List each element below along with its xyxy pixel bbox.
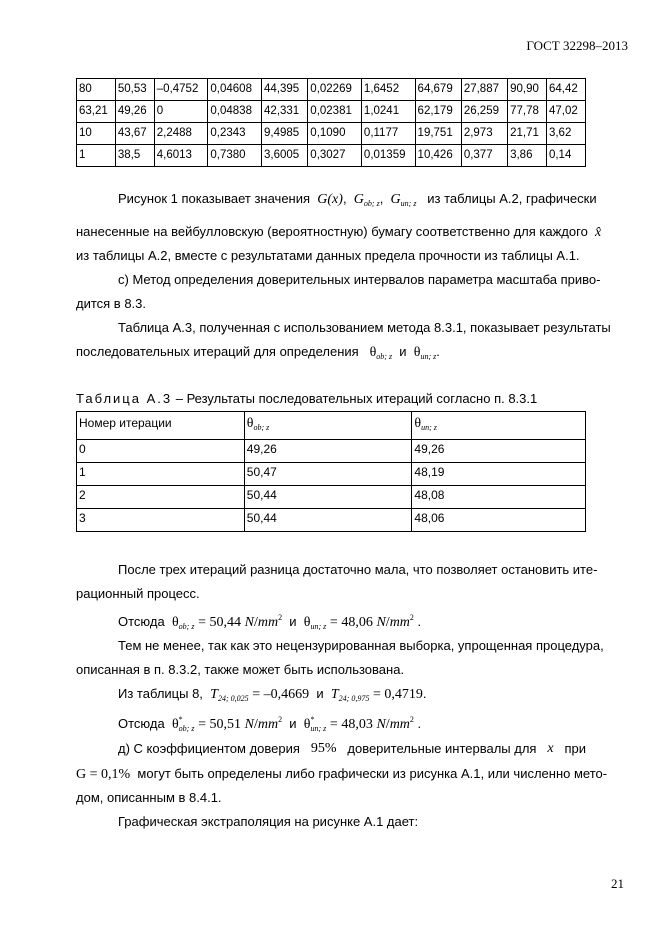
table-header-row [77, 412, 586, 440]
table-cell: 50,44 [244, 509, 412, 532]
table-cell: 50,53 [115, 79, 154, 101]
table-cell: 77,78 [508, 101, 547, 123]
iterations-table [76, 411, 586, 532]
table-cell: 50,44 [244, 486, 412, 509]
page-number: 21 [611, 876, 624, 891]
table-cell: 49,26 [115, 101, 154, 123]
table-cell: 2 [77, 486, 245, 509]
table-caption: Таблица А.3 – Результаты последовательных итераций согласно п. 8.3.1 [76, 391, 538, 406]
header-theta-un: $\theta_{un; z}$ [412, 412, 586, 440]
para4-line1: После трех итераций разница достаточно мала, что позволяет остановить ите- [118, 562, 598, 577]
table-cell: 21,71 [508, 123, 547, 145]
table-cell: 4,6013 [154, 145, 208, 167]
table-cell: 90,90 [508, 79, 547, 101]
table-cell: 27,887 [461, 79, 507, 101]
table-cell: 62,179 [415, 101, 461, 123]
table-cell: 48,06 [412, 509, 586, 532]
para7-line1: Графическая экстраполяция на рисунке А.1 дает: [118, 814, 419, 829]
para6-line2: G = 0,1% могут быть определены либо графически из рисунка А.1, или численно мето- [76, 766, 608, 782]
para6-line3: дом, описанным в 8.4.1. [76, 790, 222, 805]
table-cell: 3,6005 [262, 145, 308, 167]
table-row [77, 101, 586, 123]
table-cell: 26,259 [461, 101, 507, 123]
para2-line2: дится в 8.3. [76, 296, 147, 311]
equation-t: Из таблицы 8, $T_{24; 0,025} = -0,4669$ и $T_{24; 0,975} = 0,4719$. [118, 686, 427, 703]
table-cell: 9,4985 [262, 123, 308, 145]
table-row [77, 440, 586, 463]
gx-symbol: G(x) [317, 192, 343, 207]
table-cell: 43,67 [115, 123, 154, 145]
para5-line2: описанная в п. 8.3.2, также может быть использована. [76, 662, 405, 677]
para5-line1: Тем не менее, так как это нецензурированная выборка, упрощенная процедура, [118, 638, 604, 653]
table-cell: 0,1177 [361, 123, 415, 145]
table-row [77, 123, 586, 145]
table-cell: 0,02269 [308, 79, 362, 101]
table-cell: 0,1090 [308, 123, 362, 145]
table-row [77, 79, 586, 101]
header-iteration: Номер итерации [77, 412, 245, 440]
table-cell: 0,04608 [208, 79, 262, 101]
para1-line2: нанесенные на вейбулловскую (вероятностную) бумагу соответственно для каждого x̂ [76, 224, 602, 240]
table-cell: 1 [77, 463, 245, 486]
table-cell: 3 [77, 509, 245, 532]
table-cell: 47,02 [546, 101, 585, 123]
para4-line2: рационный процесс. [76, 586, 200, 601]
table-cell: 50,47 [244, 463, 412, 486]
equation-theta: Отсюда $\theta_{ob; z} = 50,44$ $N/mm^2$ и $\theta_{un; z} = 48,06$ $N/mm^2$ . [118, 613, 422, 631]
table-cell: 0 [154, 101, 208, 123]
table-cell: 2,973 [461, 123, 507, 145]
table-cell: 3,62 [546, 123, 585, 145]
table-cell: 49,26 [244, 440, 412, 463]
table-cell: 0,3027 [308, 145, 362, 167]
table-cell: 42,331 [262, 101, 308, 123]
table-cell: 44,395 [262, 79, 308, 101]
table-cell: 0,01359 [361, 145, 415, 167]
para1-line1: Рисунок 1 показывает значения G(x), $G_{ob; z}$, $G_{un; z}$ из таблицы А.2, графически [118, 191, 597, 208]
table-cell: 0,2343 [208, 123, 262, 145]
table-cell: 1 [77, 145, 116, 167]
table-cell: 0 [77, 440, 245, 463]
table-cell: 19,751 [415, 123, 461, 145]
table-row [77, 145, 586, 167]
table-cell: 48,19 [412, 463, 586, 486]
para3-line1: Таблица А.3, полученная с использованием метода 8.3.1, показывает результаты [118, 320, 611, 335]
table-cell: 48,08 [412, 486, 586, 509]
table-cell: 64,679 [415, 79, 461, 101]
table-cell: 3,86 [508, 145, 547, 167]
data-table-continued [76, 78, 586, 167]
table-cell: 2,2488 [154, 123, 208, 145]
header-theta-ob: $\theta_{ob; z}$ [244, 412, 412, 440]
table-cell: 1,6452 [361, 79, 415, 101]
table-cell: 49,26 [412, 440, 586, 463]
table-cell: 80 [77, 79, 116, 101]
table-cell: 0,377 [461, 145, 507, 167]
table-cell: 64,42 [546, 79, 585, 101]
document-header: ГОСТ 32298–2013 [526, 38, 628, 53]
table-cell: 0,7380 [208, 145, 262, 167]
table-row [77, 486, 586, 509]
table-cell: 0,04838 [208, 101, 262, 123]
table-cell: 1,0241 [361, 101, 415, 123]
table-row [77, 463, 586, 486]
para1-line3: из таблицы А.2, вместе с результатами данных предела прочности из таблицы А.1. [76, 248, 580, 263]
x-hat-symbol: x̂ [595, 225, 602, 240]
para2-line1: с) Метод определения доверительных интервалов параметра масштаба приво- [118, 272, 601, 287]
table-cell: 10 [77, 123, 116, 145]
table-cell: 0,02381 [308, 101, 362, 123]
table-row [77, 509, 586, 532]
equation-theta-star: Отсюда $\theta^*_{ob; z} = 50,51$ $N/mm^2$ и $\theta^*_{un; z} = 48,03$ $N/mm^2$ . [118, 715, 422, 733]
para3-line2: последовательных итераций для определения $\theta_{ob; z}$ и $\theta_{un; z}$. [76, 344, 440, 361]
table-cell: 38,5 [115, 145, 154, 167]
table-cell: 0,14 [546, 145, 585, 167]
table-cell: 10,426 [415, 145, 461, 167]
table-cell: 63,21 [77, 101, 116, 123]
para6-line1: д) С коэффициентом доверия 95% доверительные интервалы для x при [118, 741, 586, 756]
table-cell: –0,4752 [154, 79, 208, 101]
